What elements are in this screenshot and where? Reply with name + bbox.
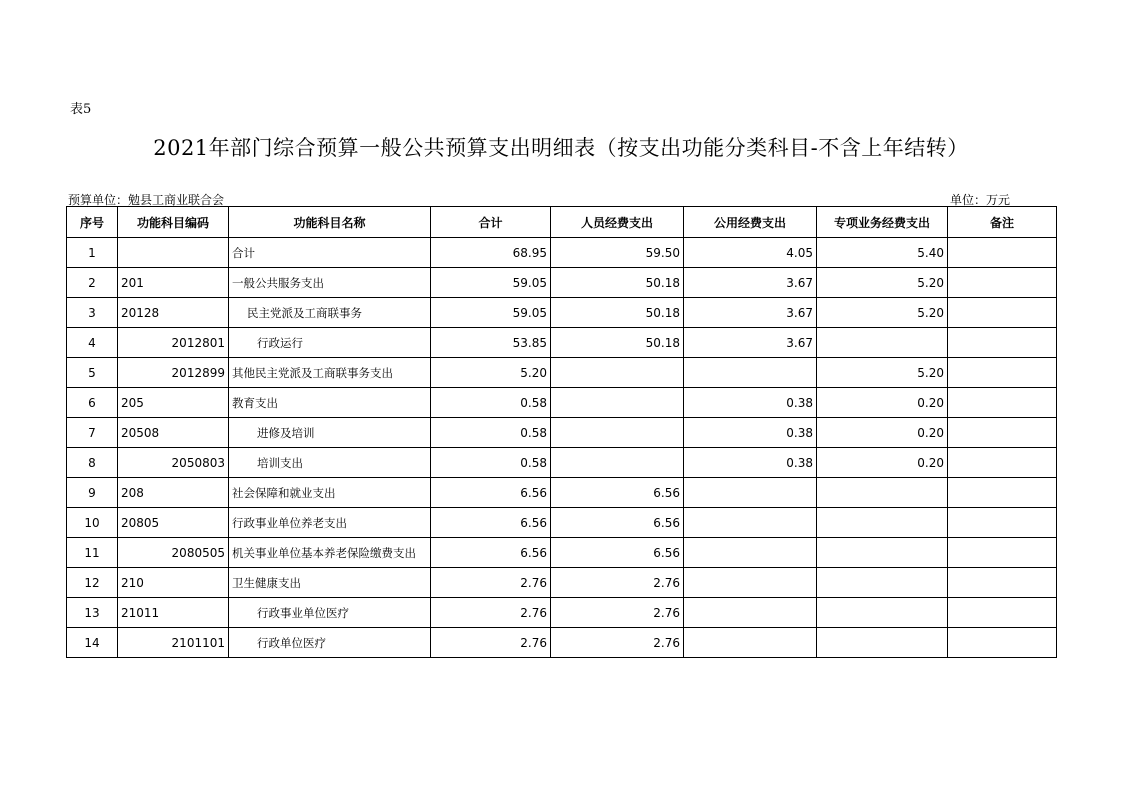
row-note (948, 358, 1057, 388)
row-special: 0.20 (817, 448, 948, 478)
row-seq: 4 (67, 328, 118, 358)
row-personnel (551, 388, 684, 418)
row-special (817, 598, 948, 628)
table-row (67, 388, 1057, 418)
table-row (67, 298, 1057, 328)
row-personnel: 50.18 (551, 268, 684, 298)
column-header-public: 公用经费支出 (684, 207, 817, 238)
row-name: 机关事业单位基本养老保险缴费支出 (229, 538, 431, 568)
row-name: 其他民主党派及工商联事务支出 (229, 358, 431, 388)
row-code: 208 (118, 478, 229, 508)
row-public (684, 478, 817, 508)
row-name: 教育支出 (229, 388, 431, 418)
row-total: 2.76 (431, 568, 551, 598)
row-total: 2.76 (431, 598, 551, 628)
row-code: 2080505 (118, 538, 229, 568)
row-personnel: 2.76 (551, 568, 684, 598)
row-code: 2012899 (118, 358, 229, 388)
row-seq: 8 (67, 448, 118, 478)
table-row (67, 568, 1057, 598)
row-personnel: 6.56 (551, 478, 684, 508)
row-note (948, 448, 1057, 478)
budget-unit-label: 预算单位：勉县工商业联合会 (68, 193, 225, 207)
row-public (684, 508, 817, 538)
row-note (948, 328, 1057, 358)
row-seq: 6 (67, 388, 118, 418)
row-public: 4.05 (684, 238, 817, 268)
row-public: 0.38 (684, 448, 817, 478)
row-personnel (551, 448, 684, 478)
table-row (67, 418, 1057, 448)
row-name: 行政单位医疗 (229, 628, 431, 658)
row-seq: 1 (67, 238, 118, 268)
row-total: 0.58 (431, 418, 551, 448)
row-note (948, 598, 1057, 628)
row-special (817, 328, 948, 358)
row-personnel: 6.56 (551, 538, 684, 568)
row-code: 210 (118, 568, 229, 598)
row-personnel: 50.18 (551, 298, 684, 328)
column-header-special: 专项业务经费支出 (817, 207, 948, 238)
row-note (948, 388, 1057, 418)
row-seq: 9 (67, 478, 118, 508)
row-seq: 3 (67, 298, 118, 328)
row-seq: 7 (67, 418, 118, 448)
row-name: 社会保障和就业支出 (229, 478, 431, 508)
row-personnel: 50.18 (551, 328, 684, 358)
row-note (948, 268, 1057, 298)
row-note (948, 538, 1057, 568)
row-note (948, 568, 1057, 598)
currency-unit-label: 单位：万元 (950, 193, 1011, 207)
row-name: 培训支出 (229, 448, 431, 478)
column-header-name: 功能科目名称 (229, 207, 431, 238)
table-row (67, 268, 1057, 298)
row-total: 6.56 (431, 478, 551, 508)
table-row (67, 328, 1057, 358)
table-number-label: 表5 (70, 102, 92, 117)
page-title: 2021年部门综合预算一般公共预算支出明细表（按支出功能分类科目-不含上年结转） (153, 136, 969, 160)
table-row (67, 448, 1057, 478)
row-note (948, 418, 1057, 448)
row-public (684, 358, 817, 388)
row-special: 5.20 (817, 298, 948, 328)
row-seq: 14 (67, 628, 118, 658)
row-special: 5.20 (817, 358, 948, 388)
row-total: 6.56 (431, 508, 551, 538)
row-code: 20805 (118, 508, 229, 538)
row-name: 行政事业单位医疗 (229, 598, 431, 628)
row-name: 一般公共服务支出 (229, 268, 431, 298)
row-personnel (551, 358, 684, 388)
row-code: 2050803 (118, 448, 229, 478)
table-row (67, 238, 1057, 268)
table-row (67, 358, 1057, 388)
row-seq: 12 (67, 568, 118, 598)
row-code: 201 (118, 268, 229, 298)
row-public: 0.38 (684, 418, 817, 448)
row-seq: 13 (67, 598, 118, 628)
row-special (817, 568, 948, 598)
row-public (684, 628, 817, 658)
row-note (948, 238, 1057, 268)
row-name: 行政运行 (229, 328, 431, 358)
row-note (948, 478, 1057, 508)
row-public: 3.67 (684, 298, 817, 328)
row-total: 6.56 (431, 538, 551, 568)
row-special: 0.20 (817, 418, 948, 448)
row-code: 20128 (118, 298, 229, 328)
row-seq: 2 (67, 268, 118, 298)
row-public: 0.38 (684, 388, 817, 418)
row-code: 20508 (118, 418, 229, 448)
table-header-row (67, 207, 1057, 238)
row-public (684, 598, 817, 628)
row-public: 3.67 (684, 328, 817, 358)
row-name: 行政事业单位养老支出 (229, 508, 431, 538)
table-row (67, 508, 1057, 538)
row-total: 68.95 (431, 238, 551, 268)
row-note (948, 628, 1057, 658)
budget-expenditure-table (66, 206, 1057, 658)
table-row (67, 538, 1057, 568)
table-row (67, 628, 1057, 658)
row-total: 0.58 (431, 388, 551, 418)
column-header-personnel: 人员经费支出 (551, 207, 684, 238)
row-name: 卫生健康支出 (229, 568, 431, 598)
row-note (948, 298, 1057, 328)
row-code: 2012801 (118, 328, 229, 358)
row-total: 0.58 (431, 448, 551, 478)
row-name: 进修及培训 (229, 418, 431, 448)
row-public (684, 568, 817, 598)
row-special (817, 478, 948, 508)
row-special (817, 508, 948, 538)
row-total: 5.20 (431, 358, 551, 388)
row-personnel: 6.56 (551, 508, 684, 538)
row-name: 合计 (229, 238, 431, 268)
row-special: 5.40 (817, 238, 948, 268)
row-public (684, 538, 817, 568)
column-header-total: 合计 (431, 207, 551, 238)
row-seq: 5 (67, 358, 118, 388)
row-special: 0.20 (817, 388, 948, 418)
row-public: 3.67 (684, 268, 817, 298)
row-total: 59.05 (431, 268, 551, 298)
table-row (67, 598, 1057, 628)
table-row (67, 478, 1057, 508)
row-note (948, 508, 1057, 538)
row-total: 53.85 (431, 328, 551, 358)
row-total: 2.76 (431, 628, 551, 658)
row-personnel (551, 418, 684, 448)
row-special: 5.20 (817, 268, 948, 298)
row-code (118, 238, 229, 268)
row-name: 民主党派及工商联事务 (229, 298, 431, 328)
row-personnel: 2.76 (551, 628, 684, 658)
row-personnel: 2.76 (551, 598, 684, 628)
row-code: 205 (118, 388, 229, 418)
row-special (817, 628, 948, 658)
column-header-code: 功能科目编码 (118, 207, 229, 238)
row-personnel: 59.50 (551, 238, 684, 268)
row-seq: 11 (67, 538, 118, 568)
row-total: 59.05 (431, 298, 551, 328)
row-code: 21011 (118, 598, 229, 628)
column-header-note: 备注 (948, 207, 1057, 238)
row-seq: 10 (67, 508, 118, 538)
row-code: 2101101 (118, 628, 229, 658)
row-special (817, 538, 948, 568)
column-header-seq: 序号 (67, 207, 118, 238)
